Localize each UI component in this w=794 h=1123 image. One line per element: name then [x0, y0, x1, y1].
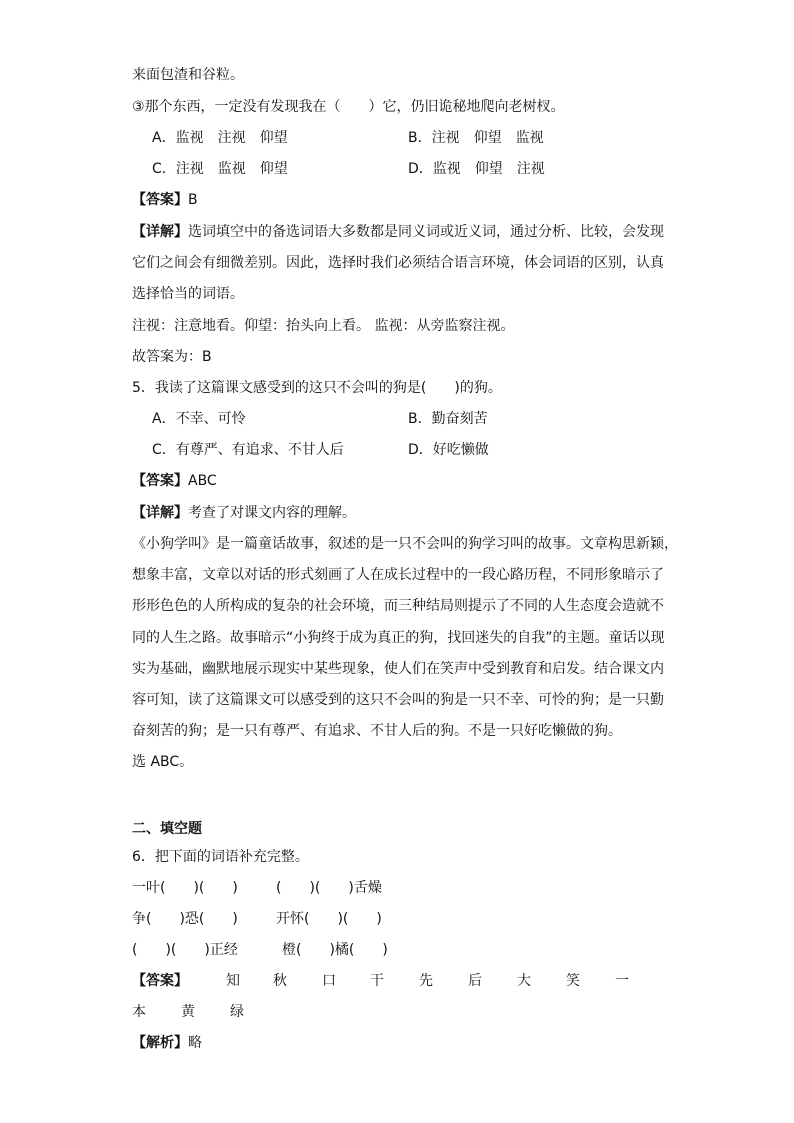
answer-char: 笑	[566, 973, 580, 989]
q4-option-a: A．监视 注视 仰望	[152, 130, 288, 146]
q6-idiom-5: ( )( )正经	[132, 942, 238, 958]
answer-char: 一	[615, 973, 629, 989]
answer-char: 先	[419, 973, 433, 989]
q6-answer-tag: 【答案】	[132, 973, 188, 989]
q5-detail-line-1: 《小狗学叫》是一篇童话故事，叙述的是一只不会叫的狗学习叫的故事。文章构思新颖，	[132, 536, 678, 552]
answer-char: 口	[322, 973, 336, 989]
q6-analysis	[132, 1033, 202, 1053]
q5-detail-line-5: 实为基础，幽默地展示现实中某些现象，使人们在笑声中受到教育和启发。结合课文内	[132, 661, 664, 677]
detail-text: 考查了对课文内容的理解。	[188, 505, 356, 521]
q6-stem: 6．把下面的词语补充完整。	[132, 849, 309, 865]
q4-option-c: C．注视 监视 仰望	[152, 161, 288, 177]
detail-text: 选词填空中的备选词语大多数都是同义词或近义词，通过分析、比较，会发现	[188, 224, 664, 240]
q4-option-d: D．监视 仰望 注视	[408, 161, 545, 177]
section-heading: 二、填空题	[132, 821, 202, 837]
analysis-text: 略	[188, 1035, 202, 1051]
answer-tag: 【答案】	[132, 192, 188, 208]
q5-conclusion: 选 ABC。	[132, 754, 194, 770]
answer-value: B	[188, 192, 198, 208]
answer-tag: 【答案】	[132, 473, 188, 489]
answer-char: 本	[132, 1004, 146, 1020]
answer-char: 绿	[230, 1004, 244, 1020]
answer-char: 知	[226, 973, 240, 989]
q5-detail-line-6: 容可知，读了这篇课文可以感受到的这只不会叫的狗是一只不幸、可怜的狗；是一只勤	[132, 692, 664, 708]
answer-char: 干	[370, 973, 384, 989]
q4-item-3: ③那个东西，一定没有发现我在（ ）它，仍旧诡秘地爬向老树杈。	[132, 99, 565, 115]
detail-tag: 【详解】	[132, 224, 188, 240]
answer-char: 秋	[273, 973, 287, 989]
q4-detail-line-3: 选择恰当的词语。	[132, 286, 244, 302]
q5-option-b: B．勤奋刻苦	[408, 411, 488, 427]
analysis-tag: 【解析】	[132, 1035, 188, 1051]
q4-option-b: B．注视 仰望 监视	[408, 130, 544, 146]
answer-char: 黄	[181, 1004, 195, 1020]
q5-option-a: A．不幸、可怜	[152, 411, 246, 427]
q6-idiom-6: 橙( )橘( )	[282, 942, 388, 958]
q5-detail-line-2: 想象丰富，文章以对话的形式刻画了人在成长过程中的一段心路历程，不同形象暗示了	[132, 567, 664, 583]
q4-conclusion: 故答案为：B	[132, 349, 212, 365]
q4-line-continuation: 来面包渣和谷粒。	[132, 67, 244, 83]
detail-tag: 【详解】	[132, 505, 188, 521]
q5-detail-line-3: 形形色色的人所构成的复杂的社会环境，而三种结局则提示了不同的人生态度会造就不	[132, 598, 664, 614]
q6-idiom-3: 争( )恐( )	[132, 911, 238, 927]
answer-char: 后	[468, 973, 482, 989]
q5-option-d: D．好吃懒做	[408, 442, 489, 458]
q4-answer	[132, 190, 198, 210]
q6-idiom-1: 一叶( )( )	[132, 880, 238, 896]
q5-detail-line-7: 奋刻苦的狗；是一只有尊严、有追求、不甘人后的狗。不是一只好吃懒做的狗。	[132, 723, 622, 739]
q5-detail-intro	[132, 503, 356, 523]
q5-answer	[132, 471, 217, 491]
q6-idiom-4: 开怀( )( )	[276, 911, 382, 927]
q5-detail-line-4: 同的人生之路。故事暗示“小狗终于成为真正的狗，找回迷失的自我”的主题。童话以现	[132, 630, 665, 646]
q5-stem: 5．我读了这篇课文感受到的这只不会叫的狗是( )的狗。	[132, 380, 502, 396]
q4-word-meanings: 注视：注意地看。仰望：抬头向上看。 监视：从旁监察注视。	[132, 318, 515, 334]
answer-char: 大	[517, 973, 531, 989]
answer-value: ABC	[188, 473, 217, 489]
q4-detail-line-2: 它们之间会有细微差别。因此，选择时我们必须结合语言环境，体会词语的区别，认真	[132, 255, 664, 271]
q5-option-c: C．有尊严、有追求、不甘人后	[152, 442, 344, 458]
q6-idiom-2: ( )( )舌燥	[276, 880, 382, 896]
q4-detail-line-1	[132, 222, 662, 242]
